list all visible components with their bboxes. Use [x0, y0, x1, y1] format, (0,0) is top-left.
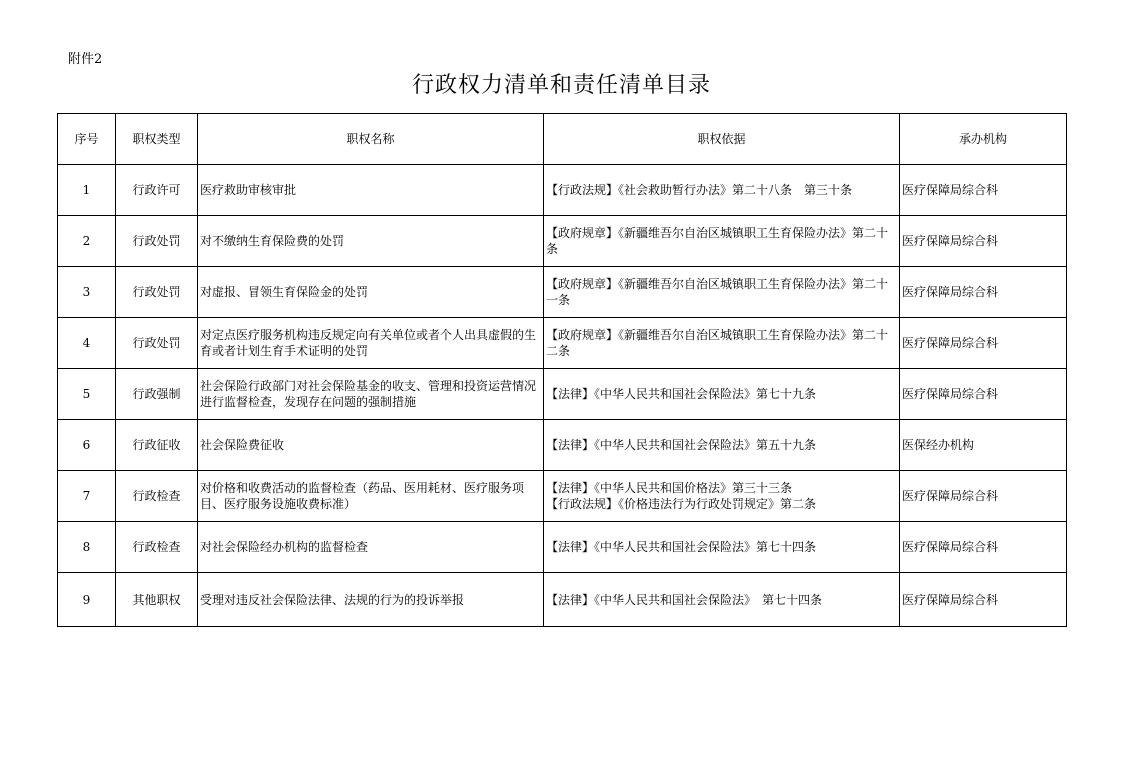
cell-basis	[544, 216, 900, 267]
cell-org: 医疗保障局综合科	[900, 522, 1067, 573]
table-row	[58, 522, 1067, 573]
cell-type: 行政强制	[116, 369, 198, 420]
cell-no: 5	[58, 369, 116, 420]
cell-org: 医疗保障局综合科	[900, 318, 1067, 369]
page-title: 行政权力清单和责任清单目录	[411, 73, 711, 98]
cell-org: 医疗保障局综合科	[900, 165, 1067, 216]
header-name: 职权名称	[198, 114, 544, 165]
cell-basis	[544, 165, 900, 216]
table-row	[58, 216, 1067, 267]
cell-name: 社会保险行政部门对社会保险基金的收支、管理和投资运营情况进行监督检查，发现存在问题的强制措施	[198, 369, 544, 420]
header-type: 职权类型	[116, 114, 198, 165]
header-basis: 职权依据	[544, 114, 900, 165]
table-row	[58, 420, 1067, 471]
cell-name: 对价格和收费活动的监督检查（药品、医用耗材、医疗服务项目、医疗服务设施收费标准）	[198, 471, 544, 522]
cell-no: 6	[58, 420, 116, 471]
cell-basis	[544, 522, 900, 573]
basis-line: 【法律】《中华人民共和国社会保险法》第七十九条	[546, 387, 817, 401]
cell-no: 7	[58, 471, 116, 522]
cell-name: 对社会保险经办机构的监督检查	[198, 522, 544, 573]
cell-type: 行政处罚	[116, 267, 198, 318]
attachment-label: 附件2	[68, 52, 103, 67]
cell-no: 2	[58, 216, 116, 267]
table-row	[58, 369, 1067, 420]
cell-name: 对虚报、冒领生育保险金的处罚	[198, 267, 544, 318]
cell-org: 医疗保障局综合科	[900, 369, 1067, 420]
cell-type: 行政检查	[116, 522, 198, 573]
table-row	[58, 318, 1067, 369]
power-list-table	[57, 113, 1067, 627]
cell-org: 医疗保障局综合科	[900, 471, 1067, 522]
cell-type: 行政检查	[116, 471, 198, 522]
cell-type: 行政处罚	[116, 216, 198, 267]
table-row	[58, 573, 1067, 627]
table-row	[58, 165, 1067, 216]
basis-line: 【政府规章】《新疆维吾尔自治区城镇职工生育保险办法》第二十条	[546, 226, 889, 256]
basis-line: 【政府规章】《新疆维吾尔自治区城镇职工生育保险办法》第二十一条	[546, 277, 889, 307]
cell-type: 其他职权	[116, 573, 198, 627]
cell-basis	[544, 318, 900, 369]
basis-line: 【法律】《中华人民共和国价格法》第三十三条	[546, 481, 793, 495]
basis-line: 【法律】《中华人民共和国社会保险法》 第七十四条	[546, 592, 823, 607]
cell-name: 社会保险费征收	[198, 420, 544, 471]
cell-type: 行政处罚	[116, 318, 198, 369]
cell-org: 医疗保障局综合科	[900, 267, 1067, 318]
basis-line: 【行政法规】《价格违法行为行政处罚规定》第二条	[546, 497, 817, 511]
cell-org: 医疗保障局综合科	[900, 216, 1067, 267]
cell-basis	[544, 267, 900, 318]
table-row	[58, 267, 1067, 318]
basis-line: 【法律】《中华人民共和国社会保险法》第七十四条	[546, 540, 817, 554]
cell-no: 9	[58, 573, 116, 627]
cell-no: 3	[58, 267, 116, 318]
cell-basis	[544, 420, 900, 471]
cell-name: 受理对违反社会保险法律、法规的行为的投诉举报	[198, 573, 544, 627]
cell-basis	[544, 369, 900, 420]
cell-type: 行政征收	[116, 420, 198, 471]
cell-no: 4	[58, 318, 116, 369]
table-header-row	[58, 114, 1067, 165]
cell-basis	[544, 471, 900, 522]
cell-org: 医保经办机构	[900, 420, 1067, 471]
header-no: 序号	[58, 114, 116, 165]
cell-name: 对定点医疗服务机构违反规定向有关单位或者个人出具虚假的生育或者计划生育手术证明的处罚	[198, 318, 544, 369]
cell-org: 医疗保障局综合科	[900, 573, 1067, 627]
cell-no: 8	[58, 522, 116, 573]
basis-line: 【法律】《中华人民共和国社会保险法》第五十九条	[546, 438, 817, 452]
cell-no: 1	[58, 165, 116, 216]
cell-name: 医疗救助审核审批	[198, 165, 544, 216]
table-row	[58, 471, 1067, 522]
basis-line: 【行政法规】《社会救助暂行办法》第二十八条 第三十条	[546, 183, 853, 197]
header-org: 承办机构	[900, 114, 1067, 165]
cell-name: 对不缴纳生育保险费的处罚	[198, 216, 544, 267]
cell-basis	[544, 573, 900, 627]
basis-line: 【政府规章】《新疆维吾尔自治区城镇职工生育保险办法》第二十二条	[546, 328, 889, 358]
cell-type: 行政许可	[116, 165, 198, 216]
